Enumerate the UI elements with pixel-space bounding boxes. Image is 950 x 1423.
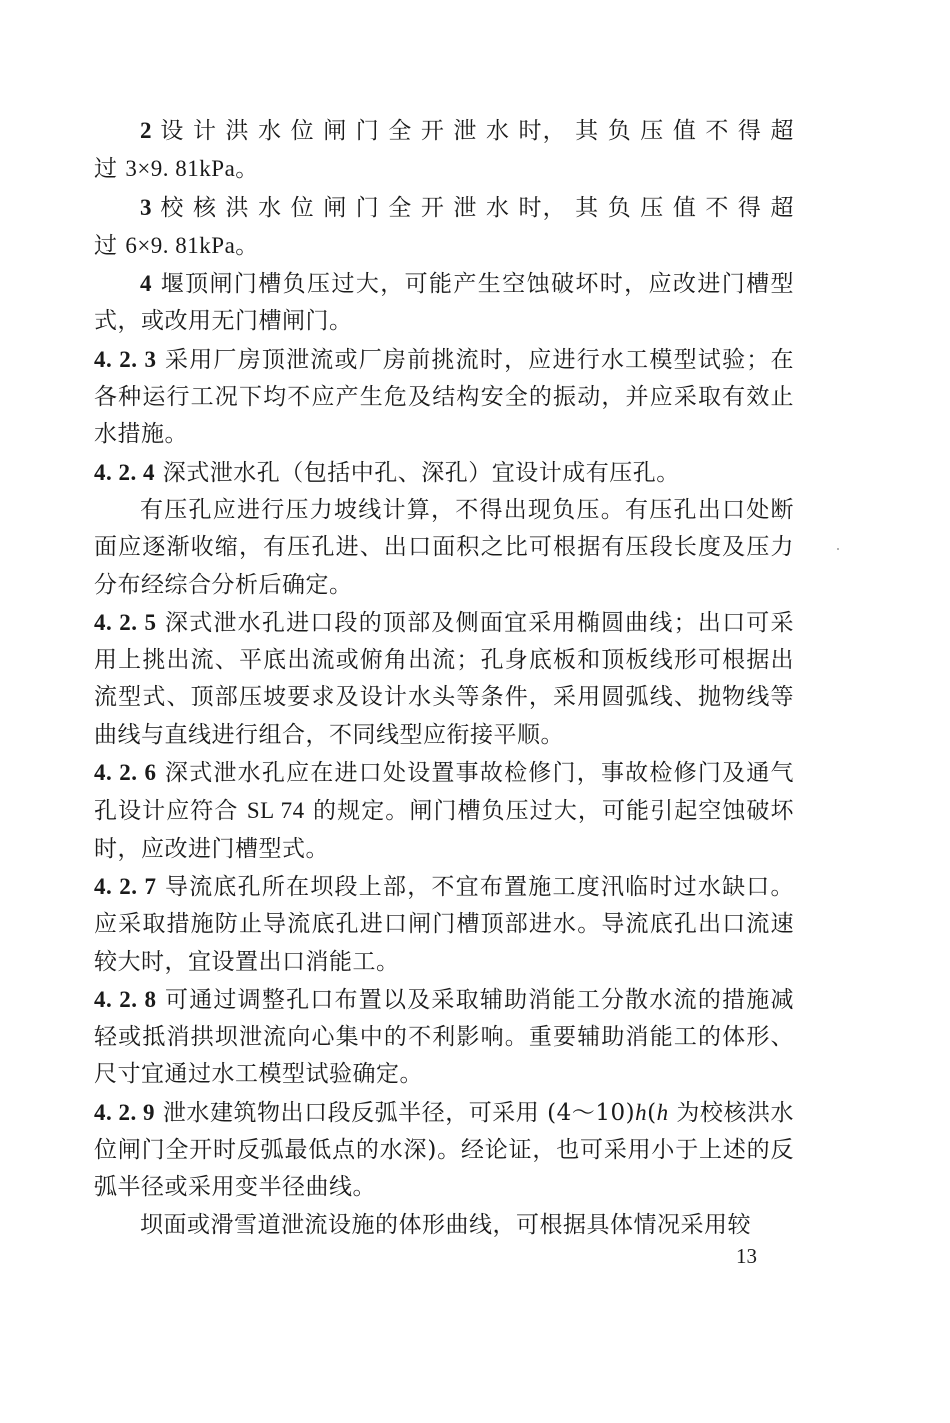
clause-number: 4. 2. 6 [94, 760, 157, 786]
paragraph-text: 采用厂房顶泄流或厂房前挑流时，应进行水工模型试验；在各种运行工况下均不应产生危及结构安全的振动，并应采取有效止水措施。 [94, 346, 795, 448]
paragraph [94, 1094, 794, 1207]
latin-text: 3×9. 81kPa [125, 156, 236, 182]
clause-number: 4. 2. 4 [94, 459, 155, 485]
clause-number: 4. 2. 3 [94, 346, 157, 372]
paragraph [94, 189, 794, 266]
document-body [94, 112, 794, 1244]
latin-text: 6×9. 81kPa [125, 232, 236, 258]
paragraph-text: 。 [235, 232, 259, 259]
paragraph-text: 校 核 洪 水 位 闸 门 全 开 泄 水 时， 其 负 压 值 不 得 超 过 [94, 194, 794, 259]
paragraph [94, 981, 794, 1094]
paragraph-text: 导流底孔所在坝段上部，不宜布置施工度汛临时过水缺口。应采取措施防止导流底孔进口闸门槽顶部进水。导流底孔出口流速较大时，宜设置出口消能工。 [94, 873, 795, 975]
clause-number: 4. 2. 9 [94, 1099, 156, 1125]
variable-symbol: h [656, 1099, 669, 1125]
paragraph-text: 可通过调整孔口布置以及采取辅助消能工分散水流的措施减轻或抵消拱坝泄流向心集中的不利影响。重要辅助消能工的体形、尺寸宜通过水工模型试验确定。 [94, 986, 795, 1088]
paragraph [94, 604, 794, 754]
paragraph-text: ( [647, 1099, 657, 1126]
paragraph-text: 深式泄水孔应在进口处设置事故检修门，事故检修门及通气孔设计应符合 [94, 760, 795, 825]
paragraph-text: 设 计 洪 水 位 闸 门 全 开 泄 水 时， 其 负 压 值 不 得 超 过 [94, 118, 794, 183]
paragraph-text: 为校核洪水位闸门全开时反弧最低点的水深)。经论证，也可采用小于上述的反弧半径或采用变半径曲线。 [94, 1099, 795, 1201]
paragraph [94, 112, 794, 189]
clause-number: 4. 2. 5 [94, 609, 157, 635]
paragraph [94, 1207, 794, 1244]
clause-number: 4 [140, 271, 152, 297]
clause-number: 2 [140, 118, 152, 143]
paragraph-text: 深式泄水孔（包括中孔、深孔）宜设计成有压孔。 [155, 459, 680, 486]
page-number: 13 [736, 1244, 757, 1268]
paragraph-text: 泄水建筑物出口段反弧半径，可采用 (4～10) [155, 1099, 636, 1126]
paragraph [94, 754, 794, 868]
paragraph-text: 深式泄水孔进口段的顶部及侧面宜采用椭圆曲线；出口可采用上挑出流、平底出流或俯角出流；孔身底板和顶板线形可根据出流型式、顶部压坡要求及设计水头等条件，采用圆弧线、抛物线等曲线与直线进行组合，不同线型应衔接平顺。 [94, 609, 795, 748]
latin-text: SL 74 [246, 798, 305, 824]
paragraph-text: 坝面或滑雪道泄流设施的体形曲线，可根据具体情况采用较 [140, 1211, 751, 1238]
paragraph-text: 有压孔应进行压力坡线计算，不得出现负压。有压孔出口处断面应逐渐收缩，有压孔进、出口面积之比可根据有压段长度及压力分布经综合分析后确定。 [94, 496, 794, 598]
paragraph [94, 492, 794, 604]
paragraph-text: 堰顶闸门槽负压过大，可能产生空蚀破坏时，应改进门槽型式，或改用无门槽闸门。 [94, 271, 794, 335]
scan-speck [837, 548, 839, 550]
paragraph-text: 的规定。闸门槽负压过大，可能引起空蚀破坏时，应改进门槽型式。 [94, 798, 795, 862]
variable-symbol: h [635, 1099, 648, 1125]
clause-number: 4. 2. 8 [94, 986, 157, 1012]
paragraph [94, 341, 794, 454]
paragraph [94, 454, 794, 492]
clause-number: 3 [140, 194, 152, 220]
paragraph [94, 265, 794, 341]
clause-number: 4. 2. 7 [94, 873, 157, 899]
paragraph [94, 868, 794, 981]
paragraph-text: 。 [235, 156, 259, 183]
